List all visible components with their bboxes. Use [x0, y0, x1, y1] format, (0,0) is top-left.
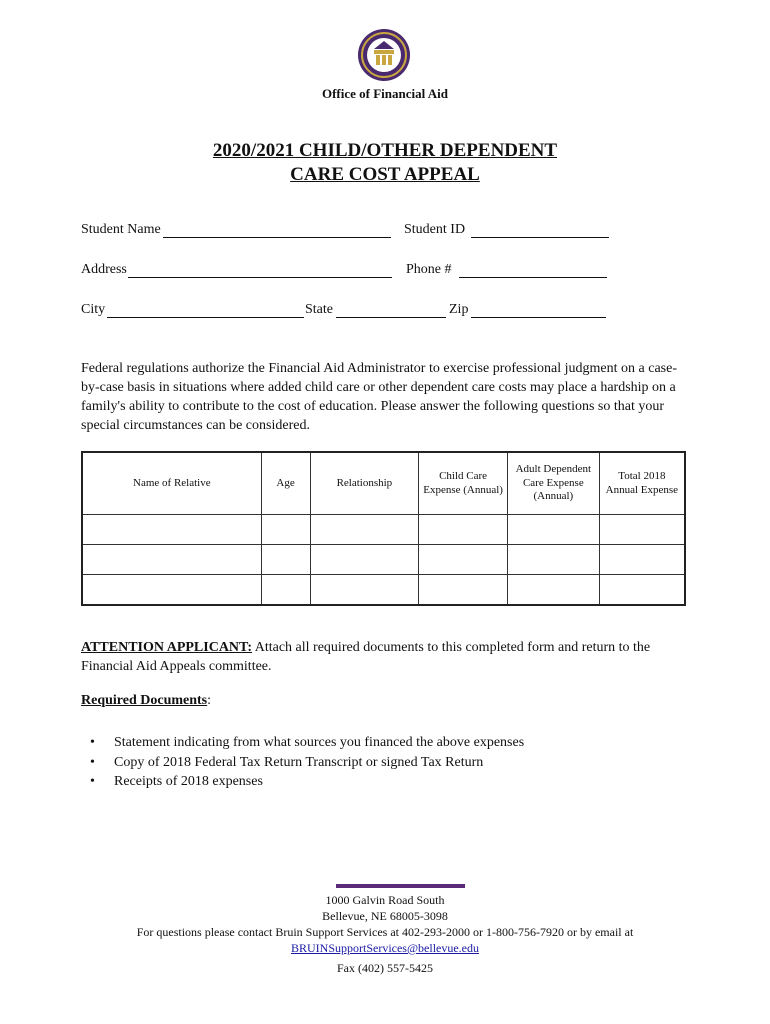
table-cell[interactable] — [419, 575, 508, 606]
col-header-child-care: Child Care Expense (Annual) — [419, 452, 508, 515]
footer-address-line2: Bellevue, NE 68005-3098 — [322, 909, 448, 923]
student-id-line[interactable] — [471, 237, 609, 238]
footer-contact: For questions please contact Bruin Support Services at 402-293-2000 or 1-800-756-7920 or by email at — [136, 925, 634, 939]
student-name-label: Student Name — [81, 222, 161, 237]
table-cell[interactable] — [261, 545, 310, 575]
required-colon: : — [207, 693, 212, 708]
office-name: Office of Financial Aid — [321, 86, 449, 101]
form-title-line2: CARE COST APPEAL — [290, 164, 480, 185]
table-cell[interactable] — [507, 575, 599, 606]
table-cell[interactable] — [261, 515, 310, 545]
table-cell[interactable] — [507, 545, 599, 575]
required-documents-heading — [81, 693, 211, 709]
relatives-table — [81, 451, 686, 606]
table-cell[interactable] — [419, 545, 508, 575]
table-row — [82, 575, 685, 606]
table-cell[interactable] — [419, 515, 508, 545]
phone-line[interactable] — [459, 277, 607, 278]
table-cell[interactable] — [261, 575, 310, 606]
attention-text: Attach all required documents to this completed form and return to the Financial Aid Appeals committee. — [81, 640, 651, 674]
intro-paragraph: Federal regulations authorize the Financial Aid Administrator to exercise professional judgment on a case-by-case basis in situations where added child care or other dependent care costs may place a hardship on a family's ability to contribute to the cost of education. Please answer the following questions so that your special circumstances can be considered. — [81, 361, 677, 433]
attention-note — [81, 638, 691, 676]
zip-line[interactable] — [471, 317, 606, 318]
list-item: • Statement indicating from what sources you financed the above expenses — [81, 733, 524, 753]
student-name-line[interactable] — [163, 237, 391, 238]
table-cell[interactable] — [507, 515, 599, 545]
footer-address-line1: 1000 Galvin Road South — [325, 893, 445, 907]
city-line[interactable] — [107, 317, 304, 318]
footer — [0, 892, 770, 976]
col-header-age: Age — [261, 452, 310, 515]
required-heading: Required Documents — [81, 693, 208, 708]
footer-divider — [336, 884, 465, 888]
table-cell[interactable] — [82, 575, 261, 606]
table-cell[interactable] — [310, 545, 419, 575]
footer-fax: Fax (402) 557-5425 — [337, 961, 433, 975]
table-cell[interactable] — [82, 515, 261, 545]
required-documents-list — [81, 733, 524, 792]
form-title — [0, 139, 770, 187]
col-header-relationship: Relationship — [310, 452, 419, 515]
address-label: Address — [81, 262, 127, 277]
table-cell[interactable] — [599, 515, 685, 545]
state-label: State — [305, 302, 333, 317]
table-cell[interactable] — [310, 515, 419, 545]
col-header-total: Total 2018 Annual Expense — [599, 452, 685, 515]
state-line[interactable] — [336, 317, 446, 318]
phone-label: Phone # — [406, 262, 452, 277]
attention-heading: ATTENTION APPLICANT: — [81, 640, 253, 655]
table-row — [82, 545, 685, 575]
table-header-row — [82, 452, 685, 515]
table-cell[interactable] — [310, 575, 419, 606]
list-item: • Receipts of 2018 expenses — [81, 772, 524, 792]
col-header-name: Name of Relative — [82, 452, 261, 515]
form-title-line1: 2020/2021 CHILD/OTHER DEPENDENT — [212, 140, 558, 161]
address-line[interactable] — [128, 277, 392, 278]
zip-label: Zip — [449, 302, 469, 317]
table-cell[interactable] — [82, 545, 261, 575]
city-label: City — [81, 302, 106, 317]
university-seal-icon — [357, 28, 411, 82]
footer-email-link[interactable]: BRUINSupportServices@bellevue.edu — [290, 941, 479, 955]
table-row — [82, 515, 685, 545]
table-cell[interactable] — [599, 575, 685, 606]
list-item: • Copy of 2018 Federal Tax Return Transcript or signed Tax Return — [81, 753, 524, 773]
student-id-label: Student ID — [404, 222, 466, 237]
table-cell[interactable] — [599, 545, 685, 575]
col-header-adult-care: Adult Dependent Care Expense (Annual) — [507, 452, 599, 515]
